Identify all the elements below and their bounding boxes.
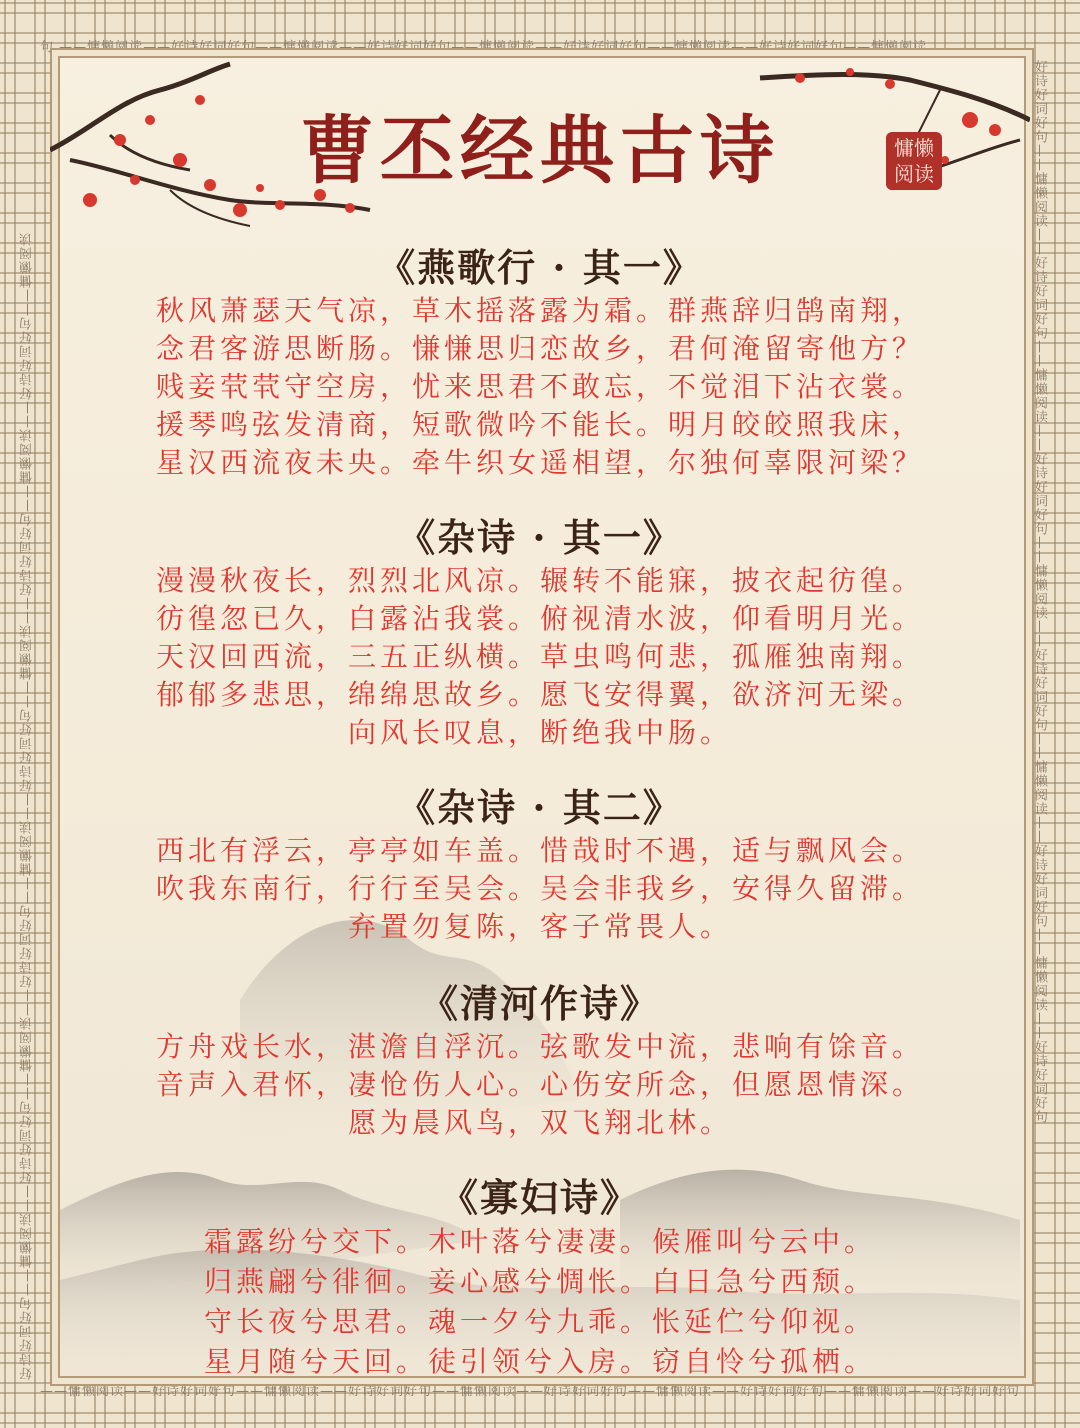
poem-line: 弃置勿复陈，客子常畏人。	[347, 910, 732, 943]
watermark-left: 好诗好词好句——慵懒阅读——好诗好词好句——慵懒阅读——好诗好词好句——慵懒阅读——好诗好词好句——慵懒阅读——好诗好词好句——慵懒阅读——好诗好词好句——慵懒阅读	[20, 232, 35, 1380]
watermark-top: 句 ——慵懒阅读——好诗好词好句——慵懒阅读——好诗好词好句——慵懒阅读——好诗好词好句——慵懒阅读——好诗好词好句——慵懒阅读	[40, 40, 928, 55]
poem-line: 彷徨忽已久，白露沾我裳。俯视清水波，仰看明月光。	[155, 602, 924, 635]
poem-title: 《燕歌行 · 其一》	[377, 245, 703, 290]
poem-line: 归燕翩兮徘徊。妾心感兮惆怅。白日急兮西颓。	[203, 1265, 876, 1298]
poem-line: 吹我东南行，行行至吴会。吴会非我乡，安得久留滞。	[155, 872, 924, 905]
poem-line: 援琴鸣弦发清商，短歌微吟不能长。明月皎皎照我床，	[155, 408, 924, 441]
poem-title: 《杂诗 · 其二》	[397, 785, 683, 830]
poem-line: 向风长叹息，断绝我中肠。	[347, 716, 732, 749]
poem-title: 《清河作诗》	[419, 981, 660, 1026]
poem-line: 秋风萧瑟天气凉，草木摇落露为霜。群燕辞归鹄南翔，	[155, 294, 924, 327]
poem-section	[0, 514, 1080, 752]
watermark-right: 好诗好词好句——慵懒阅读——好诗好词好句——慵懒阅读——好诗好词好句——慵懒阅读——好诗好词好句——慵懒阅读——好诗好词好句——慵懒阅读——好诗好词好句	[1032, 60, 1047, 1124]
poem-section	[0, 244, 1080, 482]
watermark-bottom: ——慵懒阅读——好诗好词好句——慵懒阅读——好诗好词好句——慵懒阅读——好诗好词好句——慵懒阅读——好诗好词好句——慵懒阅读——好诗好词好句	[40, 1384, 1021, 1399]
poem-line: 天汉回西流，三五正纵横。草虫鸣何悲，孤雁独南翔。	[155, 640, 924, 673]
poem-line: 星汉西流夜未央。牵牛织女遥相望，尔独何辜限河梁？	[155, 446, 924, 479]
seal-line2: 阅读	[894, 162, 934, 186]
poem-section	[0, 1174, 1080, 1382]
poem-line: 星月随兮天回。徒引领兮入房。窃自怜兮孤栖。	[203, 1345, 876, 1378]
seal-line1: 慵懒	[894, 136, 934, 160]
poem-line: 愿为晨风鸟，双飞翔北林。	[347, 1106, 732, 1139]
poem-section	[0, 784, 1080, 946]
page-title: 曹丕经典古诗	[300, 108, 780, 194]
poem-line: 郁郁多悲思，绵绵思故乡。愿飞安得翼，欲济河无梁。	[155, 678, 924, 711]
poem-line: 念君客游思断肠。慊慊思归恋故乡，君何淹留寄他方？	[155, 332, 924, 365]
poem-line: 守长夜兮思君。魂一夕兮九乖。怅延伫兮仰视。	[203, 1305, 876, 1338]
poem-section	[0, 980, 1080, 1142]
poem-line: 霜露纷兮交下。木叶落兮凄凄。候雁叫兮云中。	[203, 1225, 876, 1258]
poem-line: 音声入君怀，凄怆伤人心。心伤安所念，但愿恩情深。	[155, 1068, 924, 1101]
poem-line: 漫漫秋夜长，烈烈北风凉。辗转不能寐，披衣起彷徨。	[155, 564, 924, 597]
poem-title: 《杂诗 · 其一》	[397, 515, 683, 560]
seal-stamp	[886, 132, 942, 190]
poem-line: 贱妾茕茕守空房，忧来思君不敢忘，不觉泪下沾衣裳。	[155, 370, 924, 403]
poem-line: 方舟戏长水，湛澹自浮沉。弦歌发中流，悲响有馀音。	[155, 1030, 924, 1063]
poem-line: 西北有浮云，亭亭如车盖。惜哉时不遇，适与飘风会。	[155, 834, 924, 867]
poem-title: 《寡妇诗》	[439, 1175, 640, 1220]
